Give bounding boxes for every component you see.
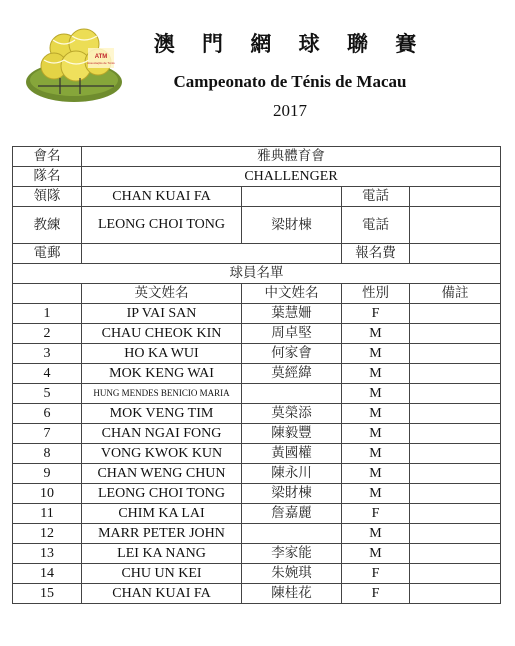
tournament-title-pt: Campeonato de Ténis de Macau [173, 72, 407, 91]
coach-row [13, 207, 501, 244]
player-chinese-name: 周卓堅 [242, 324, 342, 344]
svg-text:ATM: ATM [94, 54, 108, 60]
player-chinese-name: 朱婉琪 [242, 564, 342, 584]
player-number: 7 [13, 424, 82, 444]
player-sex: F [342, 304, 410, 324]
player-chinese-name: 梁財棟 [242, 484, 342, 504]
player-chinese-name: 陳毅豐 [242, 424, 342, 444]
player-sex: M [342, 484, 410, 504]
email-value [82, 244, 342, 264]
fee-label: 報名費 [342, 244, 410, 264]
player-row [13, 304, 501, 324]
player-row [13, 344, 501, 364]
team-row [13, 167, 501, 187]
player-number: 11 [13, 504, 82, 524]
player-number: 12 [13, 524, 82, 544]
registration-form [12, 146, 501, 604]
leader-value: CHAN KUAI FA [82, 187, 242, 207]
player-english-name: CHU UN KEI [82, 564, 242, 584]
email-label: 電郵 [13, 244, 82, 264]
player-chinese-name: 黃國權 [242, 444, 342, 464]
player-english-name: CHIM KA LAI [82, 504, 242, 524]
player-number: 1 [13, 304, 82, 324]
player-row [13, 504, 501, 524]
roster-header-no [13, 284, 82, 304]
player-remarks [410, 304, 501, 324]
player-row [13, 384, 501, 404]
player-chinese-name: 何家會 [242, 344, 342, 364]
player-chinese-name: 李家能 [242, 544, 342, 564]
player-number: 15 [13, 584, 82, 604]
player-row [13, 364, 501, 384]
player-chinese-name: 陳桂花 [242, 584, 342, 604]
player-remarks [410, 524, 501, 544]
player-row [13, 544, 501, 564]
player-row [13, 424, 501, 444]
leader-extra [242, 187, 342, 207]
player-remarks [410, 404, 501, 424]
player-row [13, 404, 501, 424]
player-chinese-name: 葉慧姍 [242, 304, 342, 324]
player-english-name: MOK VENG TIM [82, 404, 242, 424]
player-english-name: MOK KENG WAI [82, 364, 242, 384]
coach-phone-label: 電話 [342, 207, 410, 244]
player-remarks [410, 444, 501, 464]
player-chinese-name [242, 384, 342, 404]
player-sex: M [342, 384, 410, 404]
club-label: 會名 [13, 147, 82, 167]
player-sex: F [342, 564, 410, 584]
coach-phone-value [410, 207, 501, 244]
player-english-name: IP VAI SAN [82, 304, 242, 324]
player-english-name: VONG KWOK KUN [82, 444, 242, 464]
player-number: 14 [13, 564, 82, 584]
player-row [13, 444, 501, 464]
roster-title: 球員名單 [13, 264, 501, 284]
player-row [13, 464, 501, 484]
player-remarks [410, 344, 501, 364]
player-remarks [410, 504, 501, 524]
svg-text:Associação de Ténis: Associação de Ténis [87, 61, 115, 65]
roster-header-sex: 性別 [342, 284, 410, 304]
association-logo [24, 22, 128, 106]
player-english-name: CHAU CHEOK KIN [82, 324, 242, 344]
player-sex: M [342, 324, 410, 344]
player-remarks [410, 384, 501, 404]
player-sex: M [342, 344, 410, 364]
coach-name-zh: 梁財棟 [242, 207, 342, 244]
player-chinese-name [242, 524, 342, 544]
player-row [13, 524, 501, 544]
player-number: 8 [13, 444, 82, 464]
player-english-name: CHAN NGAI FONG [82, 424, 242, 444]
player-english-name: CHAN WENG CHUN [82, 464, 242, 484]
player-row [13, 564, 501, 584]
player-number: 2 [13, 324, 82, 344]
player-sex: M [342, 424, 410, 444]
player-row [13, 324, 501, 344]
player-row [13, 484, 501, 504]
leader-label: 領隊 [13, 187, 82, 207]
player-remarks [410, 584, 501, 604]
player-remarks [410, 424, 501, 444]
club-row [13, 147, 501, 167]
player-number: 9 [13, 464, 82, 484]
player-english-name: LEI KA NANG [82, 544, 242, 564]
player-chinese-name: 莫榮添 [242, 404, 342, 424]
roster-header-row [13, 284, 501, 304]
player-english-name: HUNG MENDES BENICIO MARIA [82, 384, 242, 404]
player-number: 5 [13, 384, 82, 404]
player-number: 3 [13, 344, 82, 364]
player-english-name: HO KA WUI [82, 344, 242, 364]
player-sex: F [342, 504, 410, 524]
player-english-name: MARR PETER JOHN [82, 524, 242, 544]
player-number: 6 [13, 404, 82, 424]
player-chinese-name: 莫經緯 [242, 364, 342, 384]
fee-value [410, 244, 501, 264]
club-value: 雅典體育會 [82, 147, 501, 167]
team-value: CHALLENGER [82, 167, 501, 187]
player-sex: F [342, 584, 410, 604]
roster-header-chinese-name: 中文姓名 [242, 284, 342, 304]
player-chinese-name: 陳永川 [242, 464, 342, 484]
roster-title-row [13, 264, 501, 284]
tournament-title-zh: 澳 門 網 球 聯 賽 [153, 31, 427, 56]
player-remarks [410, 464, 501, 484]
leader-phone-label: 電話 [342, 187, 410, 207]
leader-phone-value [410, 187, 501, 207]
player-row [13, 584, 501, 604]
tournament-year: 2017 [273, 101, 307, 120]
player-number: 4 [13, 364, 82, 384]
coach-value: LEONG CHOI TONG [82, 207, 242, 244]
leader-row [13, 187, 501, 207]
roster-header-remarks: 備註 [410, 284, 501, 304]
player-number: 13 [13, 544, 82, 564]
player-remarks [410, 324, 501, 344]
player-remarks [410, 564, 501, 584]
player-remarks [410, 484, 501, 504]
coach-label: 教練 [13, 207, 82, 244]
player-english-name: CHAN KUAI FA [82, 584, 242, 604]
player-sex: M [342, 524, 410, 544]
player-english-name: LEONG CHOI TONG [82, 484, 242, 504]
player-sex: M [342, 444, 410, 464]
player-remarks [410, 364, 501, 384]
email-row [13, 244, 501, 264]
player-sex: M [342, 464, 410, 484]
player-sex: M [342, 544, 410, 564]
player-sex: M [342, 364, 410, 384]
player-chinese-name: 詹嘉麗 [242, 504, 342, 524]
roster-header-english-name: 英文姓名 [82, 284, 242, 304]
player-sex: M [342, 404, 410, 424]
player-remarks [410, 544, 501, 564]
player-number: 10 [13, 484, 82, 504]
team-label: 隊名 [13, 167, 82, 187]
